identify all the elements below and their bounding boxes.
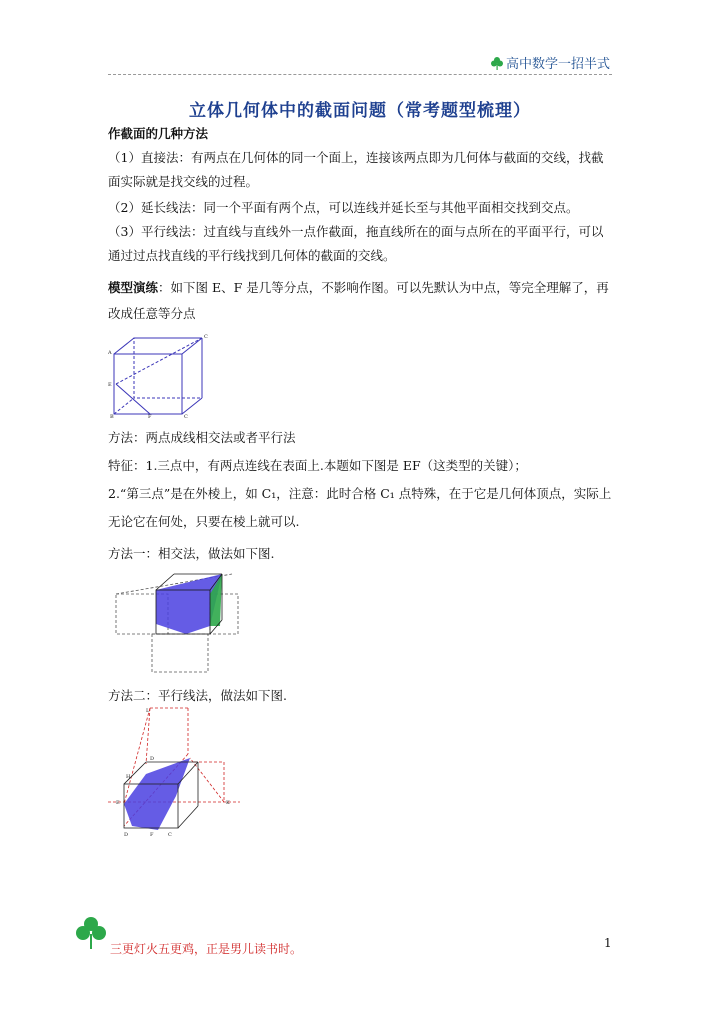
third-point-line-1: 2.“第三点”是在外棱上，如 C₁，注意：此时合格 C₁ 点特殊，在于它是几何体顶点，实际上 (108, 486, 612, 501)
model-line-2: 改成任意等分点 (108, 306, 196, 321)
footer-motto: 三更灯火五更鸡，正是男儿读书时。 (110, 942, 303, 956)
svg-text:F: F (150, 832, 154, 838)
svg-text:F: F (148, 414, 152, 418)
third-point-line-2: 无论它在何处，只要在棱上就可以. (108, 514, 300, 529)
parallel-method-figure (106, 704, 246, 840)
page-title: 立体几何体中的截面问题（常考题型梳理） (189, 101, 531, 121)
method-1-line-2: 面实际就是找交线的过程。 (108, 174, 259, 189)
method-one-label: 方法一：相交法，做法如下图. (108, 546, 275, 561)
brand-text: 高中数学一招半式 (505, 57, 610, 72)
clover-icon (490, 56, 504, 70)
page-header (108, 48, 612, 75)
page-number: 1 (604, 936, 612, 950)
svg-text:H: H (126, 774, 131, 780)
svg-text:B: B (110, 414, 114, 418)
methods-heading: 作截面的几种方法 (108, 126, 209, 141)
svg-text:A: A (108, 350, 112, 356)
svg-text:C: C (168, 832, 172, 838)
method-summary: 方法：两点成线相交法或者平行法 (108, 430, 296, 445)
method-1-line-1: （1）直接法：有两点在几何体的同一个面上，连接该两点即为几何体与截面的交线，找截 (108, 150, 604, 165)
model-line-1 (108, 276, 614, 300)
cube-figure (108, 332, 208, 418)
feature-line: 特征：1.三点中，有两点连线在表面上.本题如下图是 EF（这类型的关键）； (108, 458, 527, 473)
method-two-label: 方法二：平行线法，做法如下图. (108, 688, 287, 703)
svg-text:D: D (150, 756, 155, 762)
method-3-line-2: 通过过点找直线的平行线找到几何体的截面的交线。 (108, 248, 396, 263)
method-3-line-1: （3）平行线法：过直线与直线外一点作截面，拖直线所在的面与点所在的平面平行，可以 (108, 224, 604, 239)
clover-icon (76, 916, 106, 950)
model-label: 模型演练 (108, 280, 159, 295)
intersection-method-figure (112, 568, 242, 674)
method-2-line: （2）延长线法：同一个平面有两个点，可以连线并延长至与其他平面相交找到交点。 (108, 200, 579, 215)
svg-text:K: K (226, 800, 230, 806)
model-text: ：如下图 E、F 是几等分点，不影响作图。可以先默认为中点，等完全理解了，再 (158, 280, 609, 295)
svg-text:L: L (146, 708, 150, 714)
svg-text:D: D (124, 832, 129, 838)
svg-text:E: E (116, 800, 120, 806)
header-brand (490, 53, 610, 72)
svg-text:C: C (184, 414, 188, 418)
svg-text:C: C (204, 334, 208, 340)
svg-text:E: E (108, 382, 112, 388)
